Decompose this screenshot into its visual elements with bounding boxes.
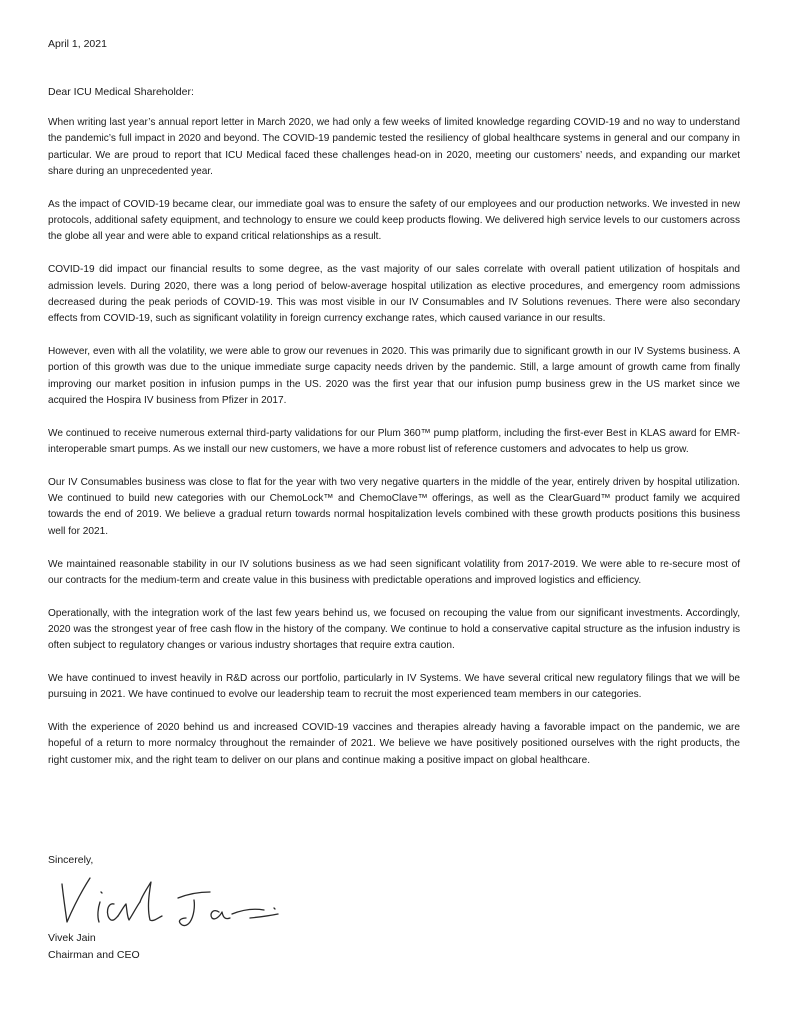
paragraph-iv-solutions: We maintained reasonable stability in our IV solutions business as we had seen significant volatility from 2017-2019. We were able to re-secure most of our contracts for the medium-term and create value in this business with predictable operations and improved logistics and efficiency.	[48, 558, 740, 586]
salutation: Dear ICU Medical Shareholder:	[48, 86, 194, 98]
paragraph-financial-impact: COVID-19 did impact our financial results to some degree, as the vast majority of our sales correlate with overall patient utilization of hospitals and admission levels. During 2020, there was a long period of below-average hospital utilization as elective procedures, and emergency room admissions decreased during the peak periods of COVID-19. This was most visible in our IV Consumables and IV Solutions revenues. There were also secondary effects from COVID-19, such as significant volatility in foreign currency exchange rates, which caused variance in our results.	[48, 264, 740, 325]
paragraph-covid-intro: When writing last year’s annual report letter in March 2020, we had only a few weeks of limited knowledge regarding COVID-19 and no way to understand the pandemic’s full impact in 2020 and beyond. The COVID-19 pandemic tested the resiliency of global healthcare systems in general and our company in particular. We are proud to report that ICU Medical faced these challenges head-on in 2020, meeting our customers’ needs, and expanding our market share during an unprecedented year.	[48, 117, 740, 178]
closing: Sincerely,	[48, 854, 94, 866]
paragraph-outlook: With the experience of 2020 behind us and increased COVID-19 vaccines and therapies already having a favorable impact on the pandemic, we are hopeful of a return to more normalcy throughout the remainder of 2021. We believe we have positively positioned ourselves with the right products, the right customer mix, and the right team to deliver on our plans and continue making a positive impact on global healthcare.	[48, 722, 740, 766]
handwritten-signature	[54, 870, 294, 932]
paragraph-plum-360: We continued to receive numerous external third-party validations for our Plum 360™ pump platform, including the first-ever Best in KLAS award for EMR-interoperable smart pumps. As we install our new customers, we have a more robust list of reference customers and advocates to help us grow.	[48, 427, 740, 456]
signer-block	[48, 930, 140, 963]
paragraph-operations: Operationally, with the integration work of the last few years behind us, we focused on recouping the value from our significant investments. Accordingly, 2020 was the strongest year of free cash flow in the history of the company. We continue to hold a conservative capital structure as the infusion industry is often subject to regulatory changes or various industry shortages that require extra caution.	[48, 607, 740, 652]
paragraph-safety: As the impact of COVID-19 became clear, our immediate goal was to ensure the safety of our employees and our production networks. We invested in new protocols, additional safety equipment, and technology to ensure we could keep products flowing. We delivered high service levels to our customers across the globe all year and were able to expand critical relationships as a result.	[48, 198, 740, 243]
paragraph-revenue-growth: However, even with all the volatility, we were able to grow our revenues in 2020. This was primarily due to significant growth in our IV Systems business. A portion of this growth was due to the unique immediate surge capacity needs driven by the pandemic. Still, a large amount of growth came from finally improving our market position in infusion pumps in the US. 2020 was the first year that our infusion pump business grew in the US market since we acquired the Hospira IV business from Pfizer in 2017.	[48, 345, 740, 406]
signer-title: Chairman and CEO	[48, 948, 140, 961]
letter-page	[48, 0, 740, 1024]
letter-body	[48, 115, 740, 786]
signer-name: Vivek Jain	[48, 932, 96, 944]
paragraph-iv-consumables: Our IV Consumables business was close to flat for the year with two very negative quarters in the middle of the year, entirely driven by hospital utilization. We continued to build new categories with our ChemoLock™ and ChemoClave™ offerings, as well as the ClearGuard™ product family we acquired towards the end of 2019. We believe a gradual return towards normal hospitalization levels combined with these growth products positions this business well for 2021.	[48, 476, 740, 537]
paragraph-research: We have continued to invest heavily in R&D across our portfolio, particularly in IV Systems. We have several critical new regulatory filings that we will be pursuing in 2021. We have continued to evolve our leadership team to recruit the most experienced team members in our categories.	[48, 673, 740, 701]
letter-date: April 1, 2021	[48, 38, 107, 50]
